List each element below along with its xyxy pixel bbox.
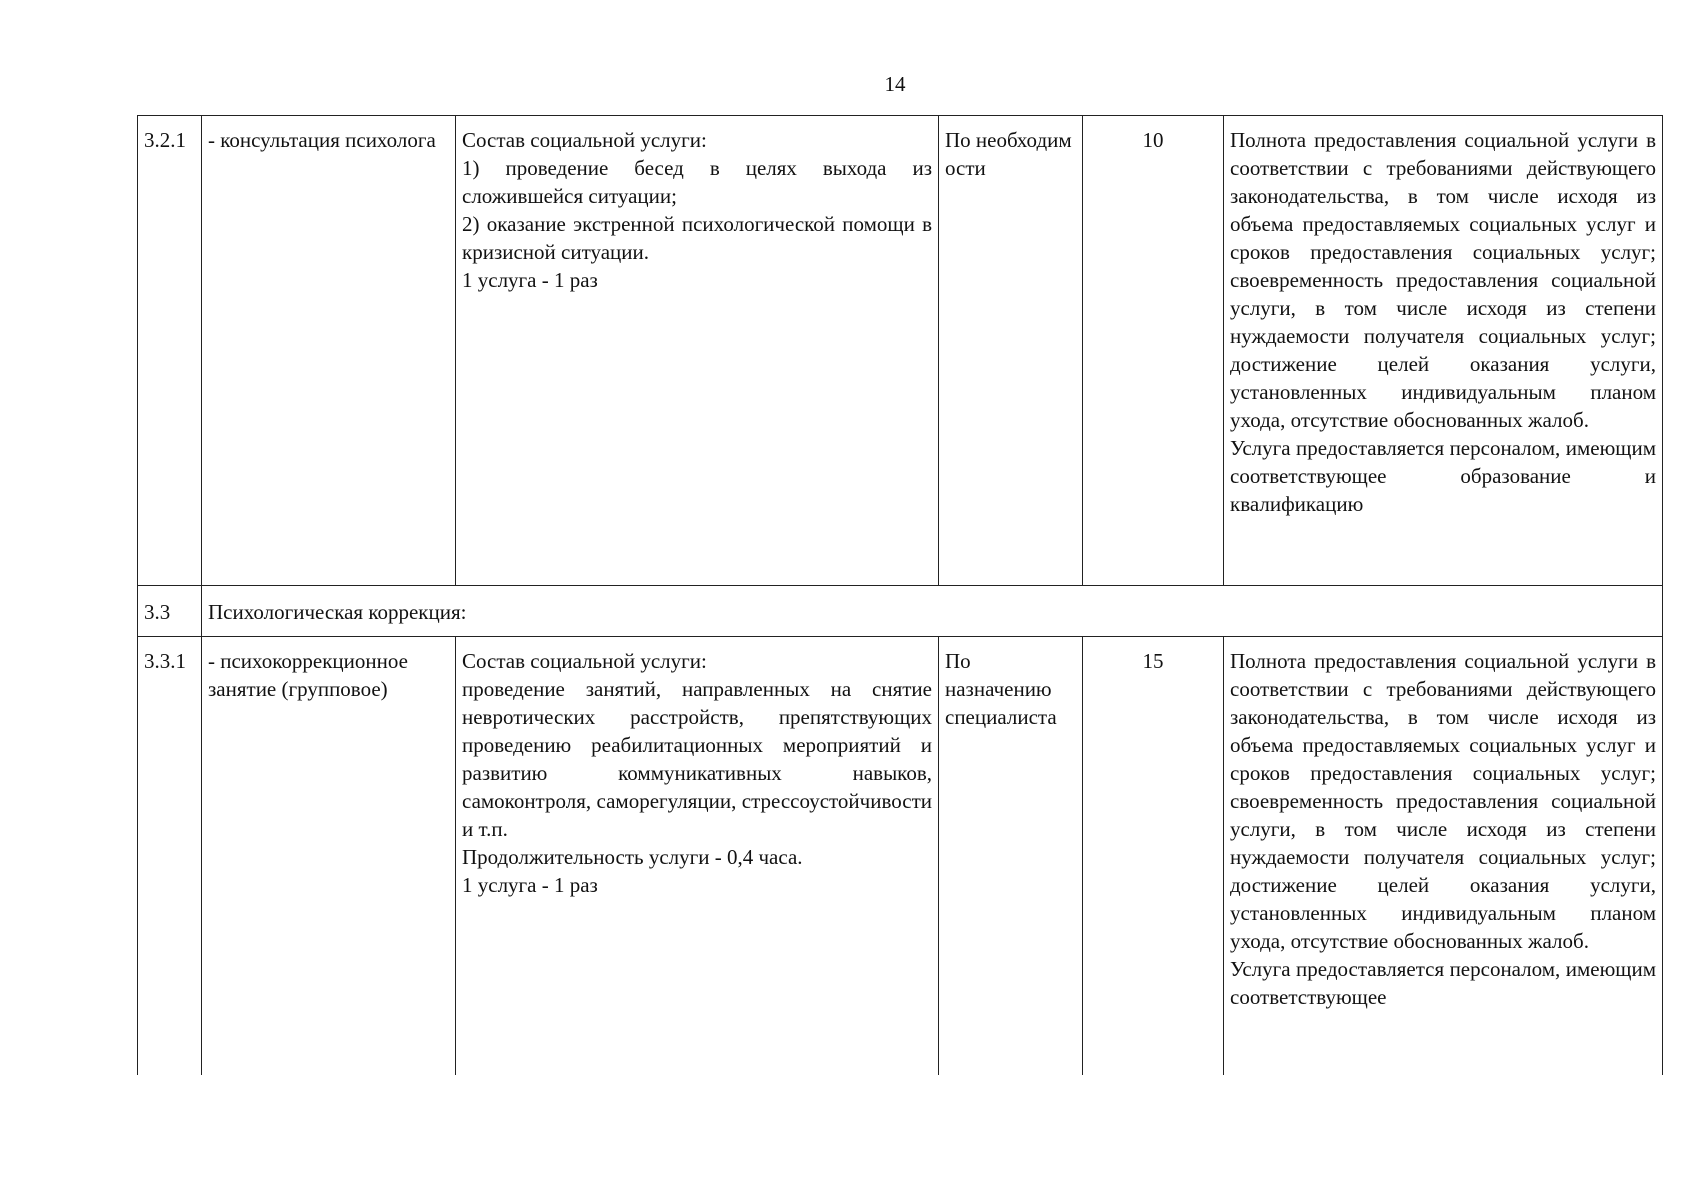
- description-line: проведение занятий, направленных на снятие невротических расстройств, препятствующих проведению реабилитационных мероприятий и развитию коммуникативных навыков, самоконтроля, саморегуляции, стрессоустойчивости и т.п.: [462, 677, 932, 841]
- service-quality: [1224, 637, 1663, 1075]
- service-number: 3.3.1: [138, 637, 202, 1075]
- service-number: 3.2.1: [138, 116, 202, 586]
- section-number: 3.3: [138, 586, 202, 637]
- service-frequency: По необходимости: [939, 116, 1083, 586]
- quality-paragraph: Полнота предоставления социальной услуги в соответствии с требованиями действующего законодательства, в том числе исходя из объема предоставляемых социальных услуг и сроков предоставления социальных услуг; своевременность предоставления социальной услуги, в том числе исходя из степени нуждаемости получателя социальных услуг; достижение целей оказания услуги, установленных индивидуальным планом ухода, отсутствие обоснованных жалоб.: [1230, 649, 1656, 953]
- description-line: 1 услуга - 1 раз: [462, 873, 598, 897]
- description-line: Продолжительность услуги - 0,4 часа.: [462, 845, 803, 869]
- service-description: [456, 637, 939, 1075]
- quality-paragraph: Услуга предоставляется персоналом, имеющим соответствующее: [1230, 957, 1656, 1009]
- services-table: [137, 115, 1663, 1075]
- table-row: [138, 637, 1663, 1075]
- page-number: 14: [884, 72, 906, 96]
- quality-paragraph: Услуга предоставляется персоналом, имеющим соответствующее образование и квалификацию: [1230, 436, 1656, 516]
- description-line: Состав социальной услуги:: [462, 128, 707, 152]
- description-line: Состав социальной услуги:: [462, 649, 707, 673]
- section-title: Психологическая коррекция:: [202, 586, 1663, 637]
- service-description: [456, 116, 939, 586]
- service-name: - психокоррекционное занятие (групповое): [202, 637, 456, 1075]
- service-name: - консультация психолога: [202, 116, 456, 586]
- table-row: [138, 116, 1663, 586]
- table-row-section: [138, 586, 1663, 637]
- description-line: 1) проведение бесед в целях выхода из сложившейся ситуации;: [462, 156, 932, 208]
- service-quality: [1224, 116, 1663, 586]
- service-frequency: По назначению специалиста: [939, 637, 1083, 1075]
- description-line: 2) оказание экстренной психологической помощи в кризисной ситуации.: [462, 212, 932, 264]
- quality-paragraph: Полнота предоставления социальной услуги в соответствии с требованиями действующего законодательства, в том числе исходя из объема предоставляемых социальных услуг и сроков предоставления социальных услуг; своевременность предоставления социальной услуги, в том числе исходя из степени нуждаемости получателя социальных услуг; достижение целей оказания услуги, установленных индивидуальным планом ухода, отсутствие обоснованных жалоб.: [1230, 128, 1656, 432]
- service-term: 10: [1083, 116, 1224, 586]
- service-term: 15: [1083, 637, 1224, 1075]
- description-line: 1 услуга - 1 раз: [462, 268, 598, 292]
